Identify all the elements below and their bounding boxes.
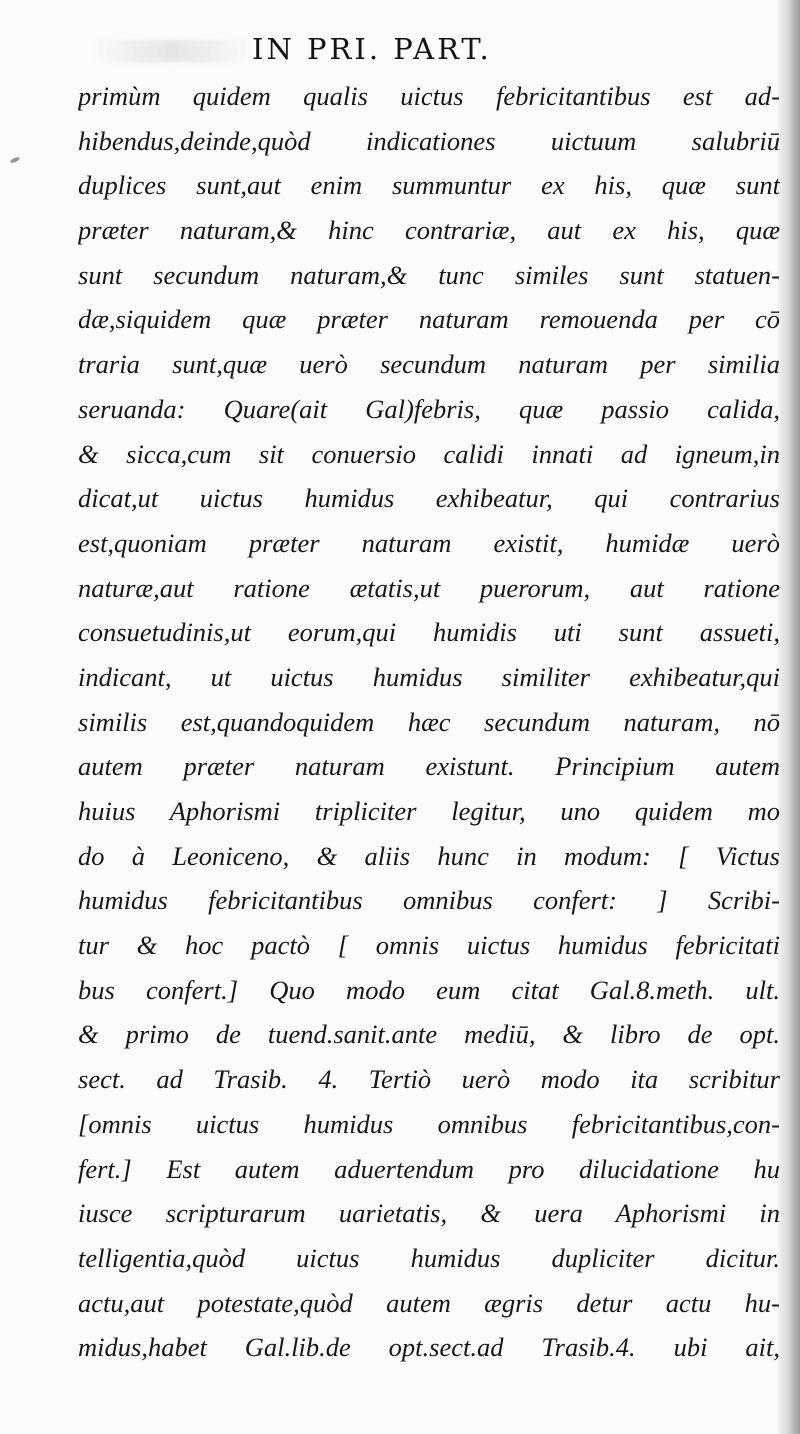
text-line: bus confert.] Quo modo eum citat Gal.8.meth. ult. bbox=[78, 974, 780, 1005]
text-line: sect. ad Trasib. 4. Tertiò uerò modo ita scribitur bbox=[78, 1064, 780, 1095]
text-line: naturæ,aut ratione ætatis,ut puerorum, aut ratione bbox=[78, 572, 780, 603]
running-head: IN PRI. PART. bbox=[252, 32, 492, 66]
text-line: sunt secundum naturam,& tunc similes sunt statuen- bbox=[78, 259, 780, 290]
text-line: huius Aphorismi tripliciter legitur, uno quidem mo bbox=[78, 796, 780, 826]
text-line: dæ,siquidem quæ præter naturam remouenda per cō bbox=[78, 304, 780, 335]
text-line: do à Leoniceno, & aliis hunc in modum: [ Victus bbox=[78, 840, 780, 871]
text-line: seruanda: Quare(ait Gal)febris, quæ passio calida, bbox=[78, 393, 780, 424]
text-line: similis est,quandoquidem hæc secundum naturam, nō bbox=[78, 706, 780, 737]
text-line: iusce scripturarum uarietatis, & uera Aphorismi in bbox=[78, 1198, 780, 1229]
text-line: præter naturam,& hinc contrariæ, aut ex his, quæ bbox=[78, 215, 780, 246]
text-line: dicat,ut uictus humidus exhibeatur, qui contrarius bbox=[78, 483, 780, 514]
text-line: autem præter naturam existunt. Principium autem bbox=[78, 751, 780, 782]
text-line: tur & hoc pactò [ omnis uictus humidus febricitati bbox=[78, 930, 780, 961]
text-line: humidus febricitantibus omnibus confert: ] Scribi- bbox=[78, 885, 780, 916]
text-line: consuetudinis,ut eorum,qui humidis uti sunt assueti, bbox=[78, 617, 780, 648]
text-line: est,quoniam præter naturam existit, humidæ uerò bbox=[78, 527, 780, 558]
ink-bleed-through bbox=[92, 40, 252, 62]
text-line: hibendus,deinde,quòd indicationes uictuum salubriū bbox=[78, 125, 780, 156]
text-line: duplices sunt,aut enim summuntur ex his, quæ sunt bbox=[78, 170, 780, 201]
text-line: indicant, ut uictus humidus similiter exhibeatur,qui bbox=[78, 661, 780, 692]
text-line: [omnis uictus humidus omnibus febricitantibus,con- bbox=[78, 1108, 780, 1139]
text-line: & primo de tuend.sanit.ante mediū, & libro de opt. bbox=[78, 1019, 780, 1050]
text-line: fert.] Est autem aduertendum pro dilucidatione hu bbox=[78, 1153, 780, 1184]
text-line: midus,habet Gal.lib.de opt.sect.ad Trasib.4. ubi ait, bbox=[78, 1332, 780, 1363]
text-line: primùm quidem qualis uictus febricitantibus est ad- bbox=[78, 81, 780, 111]
text-line: & sicca,cum sit conuersio calidi innati ad igneum,in bbox=[78, 438, 780, 469]
page-gutter-shadow bbox=[778, 0, 800, 1434]
text-line: telligentia,quòd uictus humidus dupliciter dicitur. bbox=[78, 1242, 780, 1273]
text-line: traria sunt,quæ uerò secundum naturam per similia bbox=[78, 349, 780, 380]
paper-speck bbox=[10, 156, 21, 164]
text-line: actu,aut potestate,quòd autem ægris detur actu hu- bbox=[78, 1287, 780, 1318]
body-text bbox=[78, 74, 780, 1370]
